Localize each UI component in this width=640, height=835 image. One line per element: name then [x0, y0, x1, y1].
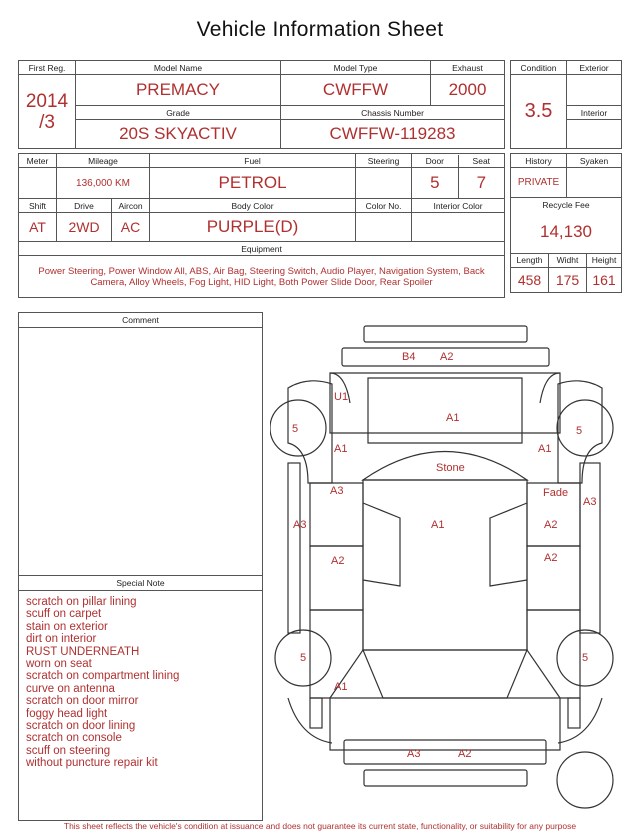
mileage-value: 136,000 KM [57, 168, 150, 199]
model-type-value: CWFFW [281, 75, 431, 106]
mark-left-front-door: A3 [330, 485, 344, 497]
exterior-label: Exterior [567, 61, 622, 75]
condition-value: 3.5 [511, 75, 567, 149]
aircon-label: Aircon [112, 199, 150, 213]
comment-body [19, 328, 262, 575]
front-right-tire [557, 400, 613, 456]
chassis-number-value: CWFFW-119283 [281, 120, 505, 149]
special-note-item: stain on exterior [26, 620, 108, 633]
steering-value [356, 168, 412, 199]
condition-table [510, 60, 622, 149]
shift-value: AT [19, 213, 57, 242]
right-front-rocker [580, 463, 600, 633]
fuel-label: Fuel [150, 154, 356, 168]
special-note-item: foggy head light [26, 707, 108, 720]
tire-rear-right-tread: 5 [582, 652, 589, 664]
special-note-item: RUST UNDERNEATH [26, 645, 140, 658]
mark-right-front-door-a2: A2 [544, 519, 558, 531]
syaken-label: Syaken [567, 154, 622, 168]
condition-label: Condition [511, 61, 567, 75]
tire-front-left-tread: 5 [292, 423, 299, 435]
special-note-item: curve on antenna [26, 682, 115, 695]
equipment-value: Power Steering, Power Window All, ABS, Air Bag, Steering Switch, Audio Player, Navigation System, Back Camera, Alloy Wheels, Fog Light, HID Light, Both Power Slide Door, Rear Spoiler [19, 256, 505, 298]
sheet-title: Vehicle Information Sheet [196, 18, 444, 41]
body-color-value: PURPLE(D) [150, 213, 356, 242]
mark-rear-bumper-a2: A2 [458, 748, 472, 760]
rear-bumper [344, 740, 546, 764]
color-no-label: Color No. [356, 199, 412, 213]
model-name-value: PREMACY [76, 75, 281, 106]
first-reg-year: 2014 [25, 90, 69, 112]
special-note-item: without puncture repair kit [26, 757, 158, 770]
mark-right-rocker: A3 [583, 496, 597, 508]
mark-windshield: Stone [436, 462, 465, 474]
rear-gate [330, 698, 560, 750]
mark-hood: A1 [446, 412, 460, 424]
exhaust-label: Exhaust [431, 61, 505, 75]
special-note-item: worn on seat [26, 658, 92, 671]
shift-label: Shift [19, 199, 57, 213]
mark-left-fender-u1: U1 [334, 391, 349, 403]
exterior-value [567, 75, 622, 106]
exhaust-value: 2000 [431, 75, 505, 106]
mark-left-rear-door: A2 [331, 555, 345, 567]
front-end [330, 373, 560, 433]
mark-front-bumper-a2: A2 [440, 351, 454, 363]
grade-label: Grade [76, 106, 281, 120]
door-value: 5 [412, 168, 459, 198]
width-label: Widht [549, 253, 587, 267]
interior-color-label: Interior Color [412, 199, 505, 213]
special-note-item: scratch on door lining [26, 720, 136, 733]
spare-tire [557, 752, 613, 808]
grade-value: 20S SKYACTIV [76, 120, 281, 149]
history-label: History [511, 154, 567, 168]
mark-right-front-door-fade: Fade [543, 487, 569, 499]
comment-box [18, 312, 263, 821]
drive-label: Drive [57, 199, 112, 213]
meter-label: Meter [19, 154, 57, 168]
special-note-item: scratch on compartment lining [26, 670, 180, 683]
mark-left-rear-fender: A1 [334, 681, 348, 693]
rear-window [363, 650, 527, 698]
body-color-label: Body Color [150, 199, 356, 213]
door-label: Door [412, 155, 459, 167]
fuel-value: PETROL [150, 168, 356, 199]
mark-front-bumper-b4: B4 [402, 351, 416, 363]
car-damage-diagram [270, 318, 620, 818]
height-label: Height [587, 253, 622, 267]
mark-roof: A1 [431, 519, 445, 531]
left-front-rocker [288, 463, 300, 633]
mark-rear-bumper-a3: A3 [407, 748, 421, 760]
front-bumper-strip [364, 326, 527, 342]
main-info-table [18, 60, 505, 149]
special-notes-list [19, 591, 262, 770]
spec-table [18, 153, 505, 298]
special-note-label: Special Note [19, 575, 262, 591]
model-name-label: Model Name [76, 61, 281, 75]
seat-label: Seat [472, 155, 491, 166]
first-reg-value [19, 75, 76, 149]
length-value: 458 [511, 267, 549, 292]
history-value: PRIVATE [511, 168, 567, 198]
equipment-label: Equipment [19, 242, 505, 256]
special-note-item: scratch on door mirror [26, 695, 139, 708]
meter-value [19, 168, 57, 199]
disclaimer-footer: This sheet reflects the vehicle's condition at issuance and does not guarantee its current state, functionality, or suitability for any purpose [63, 821, 577, 831]
height-value: 161 [587, 267, 622, 292]
model-type-label: Model Type [281, 61, 431, 75]
special-note-item: scuff on steering [26, 744, 111, 757]
special-note-item: scratch on pillar lining [26, 596, 137, 608]
comment-label: Comment [19, 313, 262, 328]
first-reg-month: /3 [39, 111, 55, 133]
roof [363, 480, 527, 650]
recycle-fee-value: 14,130 [511, 211, 622, 253]
width-value: 175 [549, 267, 587, 292]
mark-right-fender: A1 [538, 443, 552, 455]
color-no-value [356, 213, 412, 242]
interior-label: Interior [567, 106, 622, 120]
first-reg-label: First Reg. [19, 61, 76, 75]
special-note-item: scratch on console [26, 732, 122, 745]
interior-value [567, 120, 622, 149]
seat-value: 7 [476, 173, 487, 192]
recycle-fee-label: Recycle Fee [511, 198, 622, 212]
syaken-value [567, 168, 622, 198]
history-table [510, 153, 622, 293]
chassis-number-label: Chassis Number [281, 106, 505, 120]
rear-bumper-strip [364, 770, 527, 786]
mark-right-rear-door: A2 [544, 552, 558, 564]
tire-front-right-tread: 5 [576, 425, 583, 437]
drive-value: 2WD [57, 213, 112, 242]
length-label: Length [511, 253, 549, 267]
special-note-item: scuff on carpet [26, 608, 102, 621]
special-note-item: dirt on interior [26, 633, 97, 646]
mark-left-fender-a1: A1 [334, 443, 348, 455]
right-rear-fender [527, 610, 580, 698]
tire-rear-left-tread: 5 [300, 652, 307, 664]
steering-label: Steering [356, 154, 412, 168]
mark-left-front-pillar: A3 [293, 519, 307, 531]
mileage-label: Mileage [57, 154, 150, 168]
interior-color-value [412, 213, 505, 242]
aircon-value: AC [112, 213, 150, 242]
